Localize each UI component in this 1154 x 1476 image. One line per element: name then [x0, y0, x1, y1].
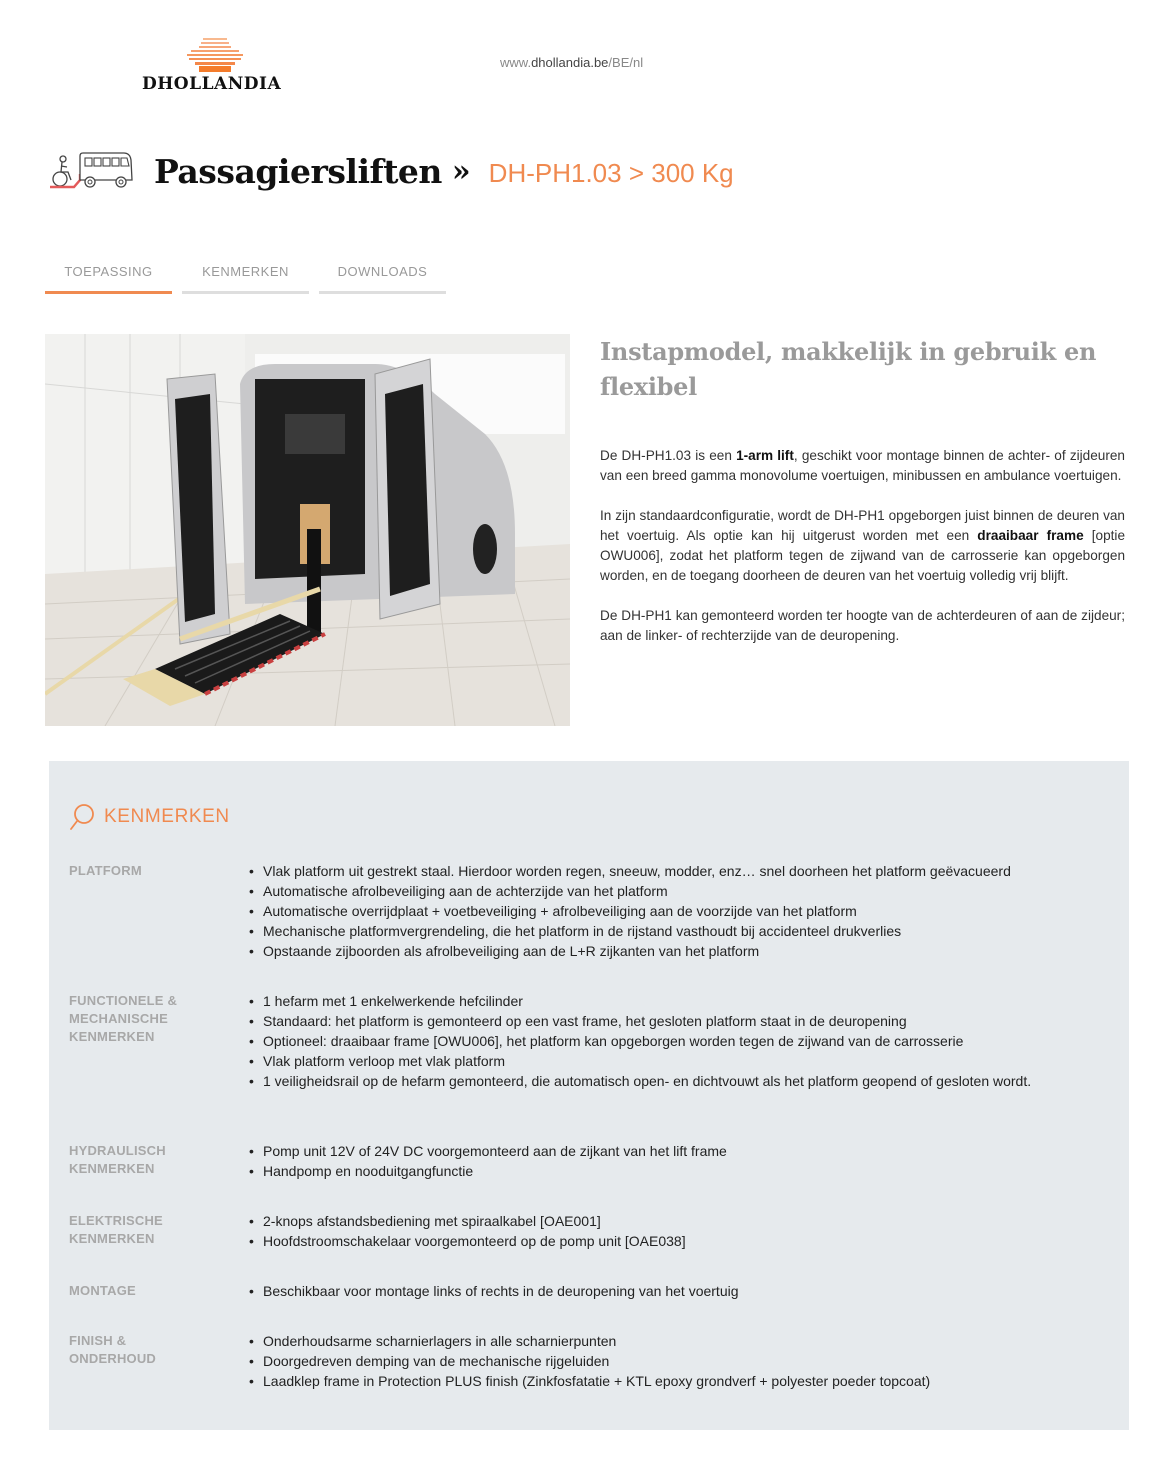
url-domain: dhollandia.be: [531, 55, 609, 70]
url-prefix: www.: [500, 55, 532, 70]
title-separator: »: [451, 153, 471, 189]
list-item: • Vlak platform uit gestrekt staal. Hierdoor worden regen, sneeuw, modder, enz… snel doorheen het platform geëvacueerd: [249, 861, 1109, 881]
page-title: Passagiersliften: [154, 151, 442, 191]
spec-functionele: [69, 991, 1119, 1091]
list-item: • Pomp unit 12V of 24V DC voorgemonteerd aan de zijkant van het lift frame: [249, 1141, 1109, 1161]
list-item: • Beschikbaar voor montage links of rechts in de deuropening van het voertuig: [249, 1281, 1109, 1301]
spec-label: MONTAGE: [69, 1283, 136, 1298]
intro-paragraph-3: De DH-PH1 kan gemonteerd worden ter hoogte van de achterdeuren of aan de zijdeur; aan de linker- of rechterzijde van de deuropening.: [600, 608, 1125, 643]
spec-finish: [69, 1331, 1119, 1391]
search-icon: [69, 803, 95, 831]
spec-list: [249, 1281, 1109, 1301]
text-span: [optie OWU006], zodat het platform tegen de zijwand van de carrosserie kan opgeborgen worden, en de toegang doorheen de deuren van het voertuig volledig vrij blijft.: [600, 528, 1126, 583]
spec-list: [249, 1211, 1109, 1251]
kenmerken-header: [69, 803, 230, 831]
list-item: • Opstaande zijboorden als afrolbeveiliging aan de L+R zijkanten van het platform: [249, 941, 1109, 961]
text-span: , geschikt voor montage binnen de achter- of zijdeuren van een breed gamma monovolume voertuigen, minibussen en ambulance voertuigen.: [600, 448, 1125, 483]
spec-label: PLATFORM: [69, 863, 142, 878]
page-title-row: [46, 148, 734, 194]
kenmerken-title: KENMERKEN: [104, 806, 230, 827]
spec-label: FINISH & ONDERHOUD: [69, 1333, 157, 1366]
intro-heading: Instapmodel, makkelijk in gebruik en flexibel: [600, 337, 1097, 401]
product-photo: [45, 334, 570, 726]
logo-text: DHOLLANDIA: [142, 74, 282, 94]
dhollandia-logo[interactable]: [140, 36, 290, 96]
list-item: • Hoofdstroomschakelaar voorgemonteerd op de pomp unit [OAE038]: [249, 1231, 1109, 1251]
list-item: • Doorgedreven demping van de mechanische rijgeluiden: [249, 1351, 1109, 1371]
list-item: • Handpomp en nooduitgangfunctie: [249, 1161, 1109, 1181]
list-item: • Automatische afrolbeveiliging aan de achterzijde van het platform: [249, 881, 1109, 901]
text-span: De DH-PH1.03 is een: [600, 448, 737, 463]
spec-list: [249, 1331, 1109, 1391]
list-item: • 2-knops afstandsbediening met spiraalkabel [OAE001]: [249, 1211, 1109, 1231]
spec-list: [249, 1141, 1109, 1181]
tab-bar: [45, 256, 446, 294]
kenmerken-panel: [49, 761, 1129, 1430]
tab-downloads[interactable]: DOWNLOADS: [319, 256, 446, 294]
list-item: • 1 hefarm met 1 enkelwerkende hefcilinder: [249, 991, 1109, 1011]
list-item: • Automatische overrijdplaat + voetbeveiliging + afrolbeveiliging aan de voorzijde van het platform: [249, 901, 1109, 921]
spec-montage: [69, 1281, 1119, 1301]
list-item: • Optioneel: draaibaar frame [OWU006], het platform kan opgeborgen worden tegen de zijwand van de carrosserie: [249, 1031, 1109, 1051]
spec-hydraulisch: [69, 1141, 1119, 1181]
list-item: • Mechanische platformvergrendeling, die het platform in de rijstand vasthoudt bij accidenteel drukverlies: [249, 921, 1109, 941]
spec-list: [249, 861, 1109, 961]
url-path: /BE/nl: [608, 55, 644, 70]
tab-kenmerken[interactable]: KENMERKEN: [182, 256, 309, 294]
logo-mark-icon: [185, 38, 245, 74]
site-url[interactable]: [500, 55, 643, 70]
intro-paragraph-2: [600, 506, 1125, 586]
van-lift-illustration: [45, 334, 570, 726]
spec-label: HYDRAULISCH KENMERKEN: [69, 1143, 166, 1176]
spec-platform: [69, 861, 1119, 961]
list-item: • Laadklep frame in Protection PLUS finish (Zinkfosfatatie + KTL epoxy grondverf + polyester poeder topcoat): [249, 1371, 1109, 1391]
model-name: DH-PH1.03 > 300 Kg: [488, 157, 734, 188]
bold-span: 1-arm lift: [736, 448, 794, 463]
list-item: • Onderhoudsarme scharnierlagers in alle scharnierpunten: [249, 1331, 1109, 1351]
list-item: • Vlak platform verloop met vlak platform: [249, 1051, 1109, 1071]
list-item: • Standaard: het platform is gemonteerd op een vast frame, het gesloten platform staat in de deuropening: [249, 1011, 1109, 1031]
spec-elektrische: [69, 1211, 1119, 1251]
text-span: In zijn standaardconfiguratie, wordt de DH-PH1 opgeborgen juist binnen de deuren van het voertuig. Als optie kan hij uitgerust worden met een: [600, 508, 1125, 543]
wheelchair-bus-icon: [46, 150, 134, 192]
intro-paragraph-1: [600, 446, 1125, 486]
intro-section: [600, 334, 1125, 666]
spec-label: FUNCTIONELE & MECHANISCHE KENMERKEN: [69, 993, 178, 1044]
spec-list: [249, 991, 1109, 1091]
bold-span: draaibaar frame: [977, 528, 1084, 543]
spec-label: ELEKTRISCHE KENMERKEN: [69, 1213, 163, 1246]
tab-toepassing[interactable]: TOEPASSING: [45, 256, 172, 294]
list-item: • 1 veiligheidsrail op de hefarm gemonteerd, die automatisch open- en dichtvouwt als het platform geopend of gesloten wordt.: [249, 1071, 1109, 1091]
